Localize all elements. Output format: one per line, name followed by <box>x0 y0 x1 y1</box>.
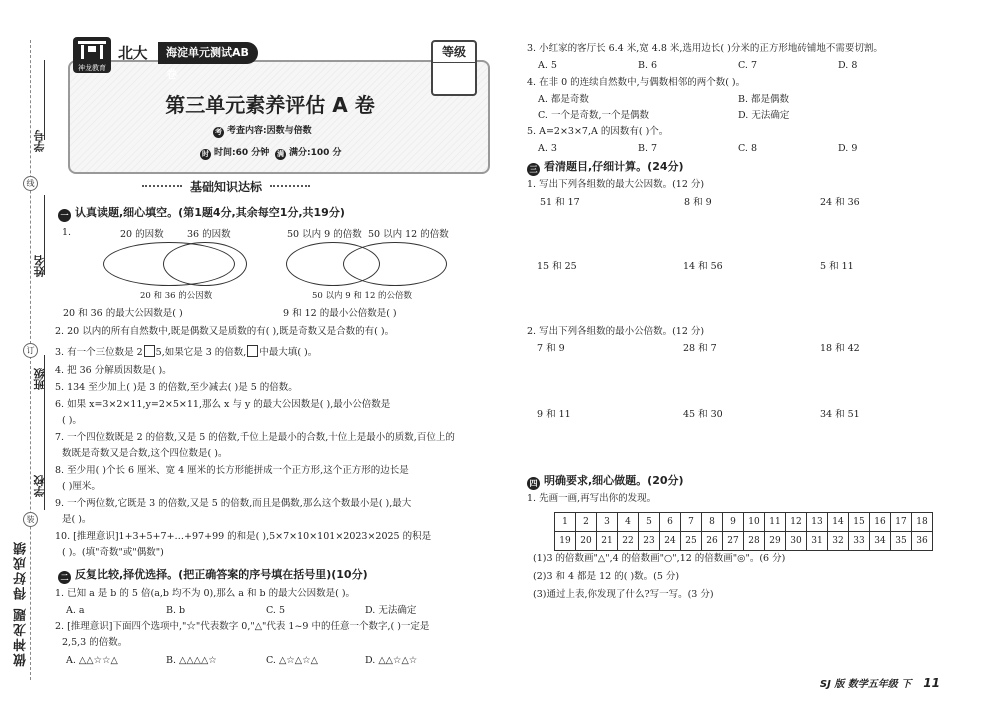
grid-cell[interactable]: 23 <box>639 532 660 551</box>
option[interactable]: B. 7 <box>638 143 658 154</box>
option[interactable]: A. 3 <box>538 143 557 154</box>
grid-cell[interactable]: 30 <box>786 532 807 551</box>
number-pair: 15 和 25 <box>537 261 577 272</box>
section1-heading: 一 认真读题,细心填空。(第1题4分,其余每空1分,共19分) <box>58 204 345 222</box>
question-7-line2: 数既是奇数又是合数,这个四位数是( )。 <box>62 448 228 459</box>
question-2: 2. 20 以内的所有自然数中,既是偶数又是质数的有( ),既是奇数又是合数的有( )。 <box>55 326 395 337</box>
sub-question-3: (3)通过上表,你发现了什么?写一写。(3 分) <box>533 589 714 600</box>
grid-row-1 <box>555 513 933 532</box>
venn2-left-label: 50 以内 9 的倍数 <box>287 229 362 240</box>
grid-cell[interactable]: 29 <box>765 532 786 551</box>
number-pair: 14 和 56 <box>683 261 723 272</box>
blank-box[interactable] <box>247 345 258 357</box>
page-number: 11 <box>923 676 940 690</box>
task-question-1: 1. 先画一画,再写出你的发现。 <box>527 493 657 504</box>
sub-question-1: (1)3 的倍数画"△",4 的倍数画"○",12 的倍数画"◎"。(6 分) <box>533 553 786 564</box>
choice-question-1: 1. 已知 a 是 b 的 5 倍(a,b 均不为 0),那么 a 和 b 的最大公因数是( )。 <box>55 588 356 599</box>
grid-cell[interactable]: 24 <box>660 532 681 551</box>
grid-cell[interactable]: 5 <box>639 513 660 532</box>
grid-cell[interactable]: 6 <box>660 513 681 532</box>
number-pair: 18 和 42 <box>820 343 860 354</box>
section2-heading: 二 反复比较,择优选择。(把正确答案的序号填在括号里)(10分) <box>58 566 368 584</box>
option[interactable]: A. △△☆☆△ <box>66 655 118 666</box>
option[interactable]: C. 7 <box>738 60 758 71</box>
grid-cell[interactable]: 17 <box>891 513 912 532</box>
grid-cell[interactable]: 20 <box>576 532 597 551</box>
logo-text: 神龙教育 <box>78 64 106 72</box>
binding-gutter <box>0 0 52 717</box>
grid-cell[interactable]: 11 <box>765 513 786 532</box>
grid-cell[interactable]: 16 <box>870 513 891 532</box>
number-grid <box>554 512 933 551</box>
venn2-right-circle <box>343 242 447 286</box>
option[interactable]: C. 5 <box>266 605 286 616</box>
question-5: 5. 134 至少加上( )是 3 的倍数,至少减去( )是 5 的倍数。 <box>55 382 298 393</box>
sub-question-2: (2)3 和 4 都是 12 的( )数。(5 分) <box>533 571 680 582</box>
student-id-label: 学号 <box>33 130 46 152</box>
edition-label: SJ 版 数学五年级 下 <box>819 679 912 690</box>
option[interactable]: B. △△△△☆ <box>166 655 217 666</box>
topic-line: 考 考查内容:因数与倍数 <box>215 126 312 136</box>
venn1-caption: 20 和 36 的最大公因数是( ) <box>63 308 183 319</box>
option[interactable]: D. 8 <box>838 60 858 71</box>
question-9-line1: 9. 一个两位数,它既是 3 的倍数,又是 5 的倍数,而且是偶数,那么这个数最小是( ),最大 <box>55 498 412 509</box>
number-pair: 8 和 9 <box>684 197 712 208</box>
grid-cell[interactable]: 10 <box>744 513 765 532</box>
venn-right-circle <box>163 242 247 286</box>
class-label: 班级 <box>33 368 46 390</box>
question-6-line1: 6. 如果 x=3×2×11,y=2×5×11,那么 x 与 y 的最大公因数是( ),最小公倍数是 <box>55 399 391 410</box>
choice-question-2-line1: 2. [推理意识]下面四个选项中,"☆"代表数字 0,"△"代表 1~9 中的任意一个数字,( )一定是 <box>55 621 430 632</box>
venn1-left-label: 20 的因数 <box>120 229 164 240</box>
option[interactable]: B. 都是偶数 <box>738 94 790 105</box>
binding-hole: 订 <box>23 343 38 358</box>
score-icon: 满 <box>277 150 284 158</box>
choice-question-5: 5. A=2×3×7,A 的因数有( )个。 <box>527 126 669 137</box>
number-pair: 24 和 36 <box>820 197 860 208</box>
venn2-caption: 9 和 12 的最小公倍数是( ) <box>283 308 397 319</box>
grid-cell[interactable]: 22 <box>618 532 639 551</box>
grid-cell[interactable]: 4 <box>618 513 639 532</box>
option[interactable]: A. 都是奇数 <box>538 94 589 105</box>
number-pair: 45 和 30 <box>683 409 723 420</box>
section3-badge: 三 <box>527 163 540 176</box>
publisher-logo <box>73 37 111 73</box>
grid-cell[interactable]: 15 <box>849 513 870 532</box>
clock-icon: 时 <box>202 150 209 158</box>
grade-box[interactable] <box>431 40 477 96</box>
venn2-right-label: 50 以内 12 的倍数 <box>368 229 449 240</box>
grid-cell[interactable]: 34 <box>870 532 891 551</box>
grid-cell[interactable]: 12 <box>786 513 807 532</box>
basic-section-title: 基础知识达标 <box>190 180 263 194</box>
option[interactable]: D. 无法确定 <box>738 110 790 121</box>
name-label: 姓名 <box>33 255 46 277</box>
school-label: 学校 <box>33 475 46 497</box>
binding-hole: 线 <box>23 176 38 191</box>
grid-cell[interactable]: 19 <box>555 532 576 551</box>
grid-cell[interactable]: 31 <box>807 532 828 551</box>
section1-badge: 一 <box>58 209 71 222</box>
option[interactable]: A. a <box>66 605 85 616</box>
option[interactable]: C. 一个是奇数,一个是偶数 <box>538 110 649 121</box>
venn1-right-label: 36 的因数 <box>187 229 231 240</box>
section2-badge: 二 <box>58 571 71 584</box>
gate-icon <box>73 37 111 61</box>
brand-mark: 北大 <box>118 44 148 62</box>
option[interactable]: C. △☆△☆△ <box>266 655 318 666</box>
venn1-common-label: 20 和 36 的公因数 <box>140 291 213 301</box>
grid-cell[interactable]: 1 <box>555 513 576 532</box>
section3-heading: 三 看清题目,仔细计算。(24分) <box>527 158 684 176</box>
grid-cell[interactable]: 36 <box>912 532 933 551</box>
option[interactable]: C. 8 <box>738 143 758 154</box>
page-footer <box>820 675 940 690</box>
number-pair: 34 和 51 <box>820 409 860 420</box>
option[interactable]: B. 6 <box>638 60 658 71</box>
option[interactable]: A. 5 <box>538 60 557 71</box>
option[interactable]: D. △△☆△☆ <box>365 655 418 666</box>
grade-label: 等级 <box>433 42 475 63</box>
grid-cell[interactable]: 28 <box>744 532 765 551</box>
topic-icon: 考 <box>215 128 222 136</box>
number-pair: 5 和 11 <box>820 261 854 272</box>
page-title: 第三单元素养评估 A 卷 <box>165 93 375 117</box>
option[interactable]: D. 无法确定 <box>365 605 417 616</box>
grid-cell[interactable]: 33 <box>849 532 870 551</box>
question-9-line2: 是( )。 <box>62 514 92 525</box>
question-3: 3. 有一个三位数是 2 5,如果它是 3 的倍数, 中最大填( )。 <box>55 347 318 358</box>
question-10-line2: ( )。(填"奇数"或"偶数") <box>62 547 164 558</box>
student-id-line <box>44 60 45 140</box>
grid-cell[interactable]: 3 <box>597 513 618 532</box>
grid-cell[interactable]: 2 <box>576 513 597 532</box>
choice-question-2-line2: 2,5,3 的倍数。 <box>62 637 128 648</box>
grid-cell[interactable]: 13 <box>807 513 828 532</box>
blank-box[interactable] <box>144 345 155 357</box>
question-8-line2: ( )厘米。 <box>62 481 101 492</box>
series-name: 海淀单元测试AB卷 <box>158 42 258 64</box>
grid-cell[interactable]: 14 <box>828 513 849 532</box>
number-pair: 28 和 7 <box>683 343 717 354</box>
grid-cell[interactable]: 18 <box>912 513 933 532</box>
calc-question-1: 1. 写出下列各组数的最大公因数。(12 分) <box>527 179 705 190</box>
grid-cell[interactable]: 21 <box>597 532 618 551</box>
time-line: 时 时间:60 分钟 <box>202 148 270 158</box>
question-10-line1: 10. [推理意识]1+3+5+7+…+97+99 的和是( ),5×7×10×101×2023×2025 的积是 <box>55 531 432 542</box>
grid-cell[interactable]: 25 <box>681 532 702 551</box>
grid-cell[interactable]: 32 <box>828 532 849 551</box>
score-line: 满 满分:100 分 <box>277 148 342 158</box>
grid-cell[interactable]: 8 <box>702 513 723 532</box>
number-pair: 51 和 17 <box>540 197 580 208</box>
choice-question-3: 3. 小红家的客厅长 6.4 米,宽 4.8 米,选用边长( )分米的正方形地砖铺地不需要切割。 <box>527 43 883 54</box>
venn2-common-label: 50 以内 9 和 12 的公倍数 <box>312 291 413 301</box>
slogan: 做神龙题 得好成绩 <box>14 540 29 667</box>
question-7-line1: 7. 一个四位数既是 2 的倍数,又是 5 的倍数,千位上是最小的合数,十位上是最小的质数,百位上的 <box>55 432 455 443</box>
question-4: 4. 把 36 分解质因数是( )。 <box>55 365 172 376</box>
grid-row-2 <box>555 532 933 551</box>
binding-hole: 装 <box>23 512 38 527</box>
q1-number: 1. <box>62 227 72 238</box>
calc-question-2: 2. 写出下列各组数的最小公倍数。(12 分) <box>527 326 705 337</box>
grid-cell[interactable]: 35 <box>891 532 912 551</box>
choice-question-4: 4. 在非 0 的连续自然数中,与偶数相邻的两个数( )。 <box>527 77 746 88</box>
grid-cell[interactable]: 9 <box>723 513 744 532</box>
option[interactable]: B. b <box>166 605 186 616</box>
number-pair: 9 和 11 <box>537 409 571 420</box>
option[interactable]: D. 9 <box>838 143 858 154</box>
question-6-line2: ( )。 <box>62 415 82 426</box>
grid-cell[interactable]: 7 <box>681 513 702 532</box>
class-line <box>44 355 45 435</box>
school-line <box>44 430 45 510</box>
section4-badge: 四 <box>527 477 540 490</box>
question-8-line1: 8. 至少用( )个长 6 厘米、宽 4 厘米的长方形能拼成一个正方形,这个正方形的边长是 <box>55 465 409 476</box>
grid-cell[interactable]: 26 <box>702 532 723 551</box>
grid-cell[interactable]: 27 <box>723 532 744 551</box>
section4-heading: 四 明确要求,细心做题。(20分) <box>527 472 684 490</box>
number-pair: 7 和 9 <box>537 343 565 354</box>
